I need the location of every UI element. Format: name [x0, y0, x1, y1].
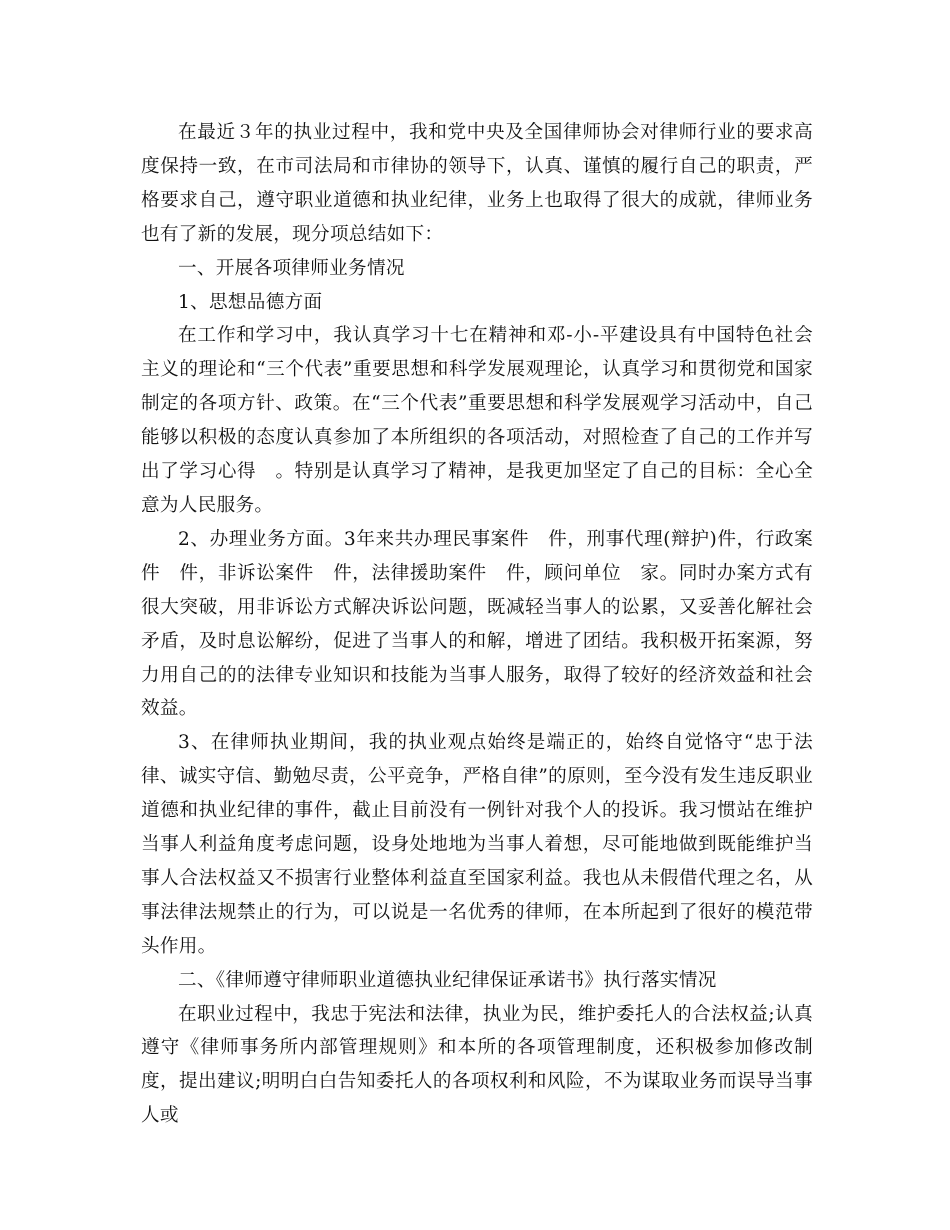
- conduct-paragraph: 3、在律师执业期间，我的执业观点始终是端正的，始终自觉恪守“忠于法律、诚实守信、勤勉尽责，公平竞争，严格自律”的原则，至今没有发生违反职业道德和执业纪律的事件，截止目前没有一例针对我个人的投诉。我习惯站在维护当事人利益角度考虑问题，设身处地地为当事人着想，尽可能地做到既能维护当事人合法权益又不损害行业整体利益直至国家利益。我也从未假借代理之名，从事法律法规禁止的行为，可以说是一名优秀的律师，在本所起到了很好的模范带头作用。: [141, 732, 813, 957]
- business-paragraph: 2、办理业务方面。3年来共办理民事案件 件，刑事代理(辩护)件，行政案件 件，非诉讼案件 件，法律援助案件 件，顾问单位 家。同时办案方式有很大突破，用非诉讼方式解决诉讼问题，既减轻当事人的讼累，又妥善化解社会矛盾，及时息讼解纷，促进了当事人的和解，增进了团结。我积极开拓案源，努力用自己的的法律专业知识和技能为当事人服务，取得了较好的经济效益和社会效益。: [141, 528, 813, 720]
- section-heading-1: 一、开展各项律师业务情况: [178, 257, 405, 279]
- subheading-ideology: 1、思想品德方面: [178, 291, 323, 313]
- ideology-paragraph: 在工作和学习中，我认真学习十七在精神和邓-小-平建设具有中国特色社会主义的理论和“三个代表”重要思想和科学发展观理论，认真学习和贯彻党和国家制定的各项方针、政策。在“三个代表”重要思想和科学发展观学习活动中，自己能够以积极的态度认真参加了本所组织的各项活动，对照检查了自己的工作并写出了学习心得 。特别是认真学习了精神，是我更加坚定了自己的目标：全心全意为人民服务。: [141, 325, 813, 516]
- compliance-paragraph: 在职业过程中，我忠于宪法和法律，执业为民，维护委托人的合法权益;认真遵守《律师事务所内部管理规则》和本所的各项管理制度，还积极参加修改制度，提出建议;明明白白告知委托人的各项权利和风险，不为谋取业务而误导当事人或: [141, 1003, 813, 1127]
- intro-paragraph: 在最近３年的执业过程中，我和党中央及全国律师协会对律师行业的要求高度保持一致，在市司法局和市律协的领导下，认真、谨慎的履行自己的职责，严格要求自己，遵守职业道德和执业纪律，业务上也取得了很大的成就，律师业务也有了新的发展，现分项总结如下：: [141, 122, 813, 245]
- section-heading-2: 二、《律师遵守律师职业道德执业纪律保证承诺书》执行落实情况: [178, 969, 717, 991]
- document-body: [141, 116, 813, 1133]
